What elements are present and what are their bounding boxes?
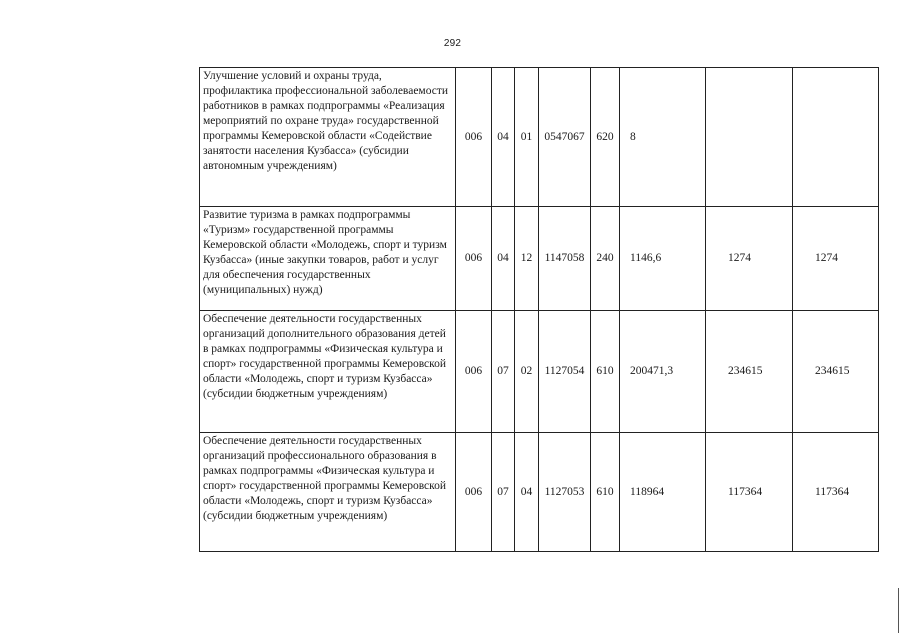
amount-year-1: 200471,3 [620, 311, 706, 433]
amount-year-2: 234615 [706, 311, 793, 433]
row-description: Обеспечение деятельности государственных организаций дополнительного образования детей в рамках подпрограммы «Физическая культура и спорт» государственной программы Кемеровской области «Молодежь, спорт и туризм Кузбасса» (субсидии бюджетным учреждениям) [200, 311, 456, 433]
section-code: 07 [492, 311, 515, 433]
row-description: Обеспечение деятельности государственных организаций профессионального образования в рамках подпрограммы «Физическая культура и спорт» государственной программы Кемеровской области «Молодежь, спорт и туризм Кузбасса» (субсидии бюджетным учреждениям) [200, 433, 456, 552]
budget-table [199, 67, 879, 552]
scroll-edge-mark [898, 588, 899, 633]
target-article-code: 0547067 [539, 68, 591, 207]
ministry-code: 006 [456, 68, 492, 207]
row-description: Улучшение условий и охраны труда, профилактика профессиональной заболеваемости работников в рамках подпрограммы «Реализация мероприятий по охране труда» государственной программы Кемеровской области «Содействие занятости населения Кузбасса» (субсидии автономным учреждениям) [200, 68, 456, 207]
section-code: 04 [492, 68, 515, 207]
amount-year-3: 234615 [793, 311, 879, 433]
amount-year-2 [706, 68, 793, 207]
amount-year-2: 1274 [706, 207, 793, 311]
amount-year-3: 117364 [793, 433, 879, 552]
expense-type-code: 240 [591, 207, 620, 311]
expense-type-code: 610 [591, 311, 620, 433]
table-row [200, 311, 879, 433]
table-row [200, 207, 879, 311]
subsection-code: 01 [515, 68, 539, 207]
table-row [200, 68, 879, 207]
amount-year-3: 1274 [793, 207, 879, 311]
subsection-code: 12 [515, 207, 539, 311]
amount-year-1: 8 [620, 68, 706, 207]
subsection-code: 04 [515, 433, 539, 552]
table-row [200, 433, 879, 552]
target-article-code: 1127054 [539, 311, 591, 433]
amount-year-1: 1146,6 [620, 207, 706, 311]
expense-type-code: 610 [591, 433, 620, 552]
amount-year-1: 118964 [620, 433, 706, 552]
section-code: 04 [492, 207, 515, 311]
amount-year-3 [793, 68, 879, 207]
target-article-code: 1147058 [539, 207, 591, 311]
ministry-code: 006 [456, 207, 492, 311]
section-code: 07 [492, 433, 515, 552]
page-number: 292 [443, 38, 462, 49]
ministry-code: 006 [456, 433, 492, 552]
target-article-code: 1127053 [539, 433, 591, 552]
subsection-code: 02 [515, 311, 539, 433]
ministry-code: 006 [456, 311, 492, 433]
expense-type-code: 620 [591, 68, 620, 207]
row-description: Развитие туризма в рамках подпрограммы «Туризм» государственной программы Кемеровской области «Молодежь, спорт и туризм Кузбасса» (иные закупки товаров, работ и услуг для обеспечения государственных (муниципальных) нужд) [200, 207, 456, 311]
amount-year-2: 117364 [706, 433, 793, 552]
